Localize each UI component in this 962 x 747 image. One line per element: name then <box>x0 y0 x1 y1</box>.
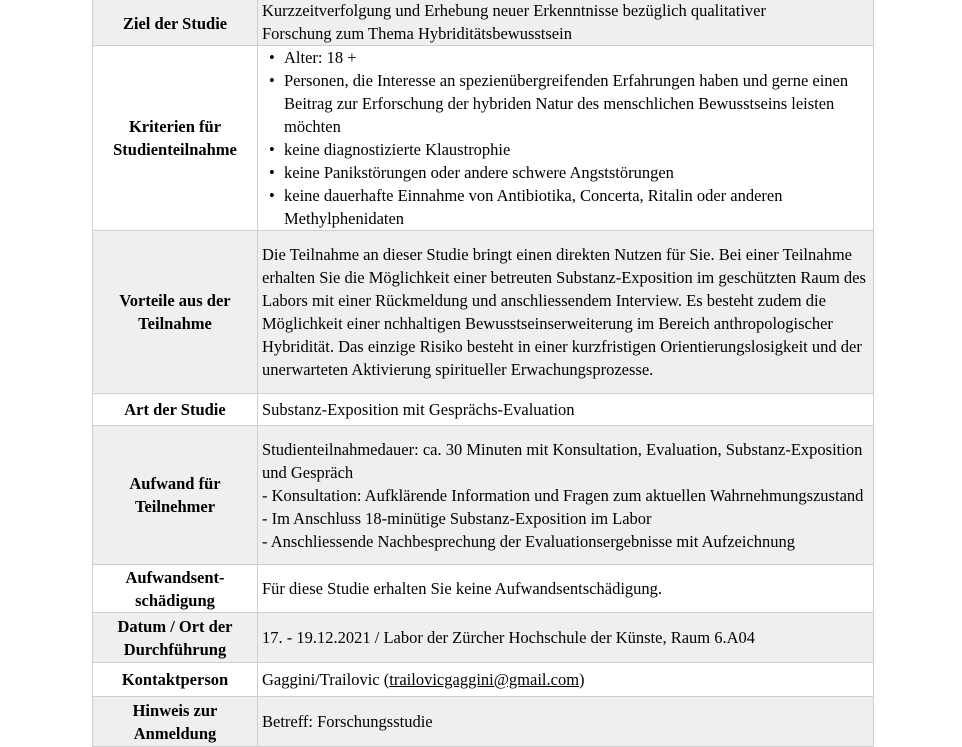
ziel-line-1: Kurzzeitverfolgung und Erhebung neuer Erkenntnisse bezüglich qualitativer <box>262 1 766 20</box>
label-art: Art der Studie <box>93 394 258 426</box>
study-info-table <box>92 0 874 747</box>
label-kontakt: Kontaktperson <box>93 663 258 697</box>
label-ziel: Ziel der Studie <box>93 0 258 46</box>
content-datum: 17. - 19.12.2021 / Labor der Zürcher Hochschule der Künste, Raum 6.A04 <box>258 613 874 663</box>
content-vorteile: Die Teilnahme an dieser Studie bringt einen direkten Nutzen für Sie. Bei einer Teilnahme erhalten Sie die Möglichkeit einer betreuten Substanz-Exposition im geschützten Raum des Labors mit einer Rückmeldung und anschliessendem Interview. Es besteht zudem die Möglichkeit einer nchhaltigen Bewusstseinserweiterung im Bereich anthropologischer Hybridität. Das einzige Risiko besteht in einer kurzfristigen Orientierungslosigkeit und der unerwarteten Aktivierung spiritueller Erwachungsprozesse. <box>258 231 874 394</box>
list-item: • keine Panikstörungen oder andere schwere Angststörungen <box>284 161 867 184</box>
kriterien-label-line-1: Kriterien für <box>128 117 222 136</box>
kriterien-label-line-2: Studienteilnahme <box>113 140 237 159</box>
list-item: • Alter: 18 + <box>284 46 867 69</box>
label-datum <box>93 613 258 663</box>
row-art <box>93 394 874 426</box>
aufwand-label-line-2: Teilnehmer <box>134 497 216 516</box>
row-aufwand <box>93 426 874 565</box>
datum-label-line-2: Durchführung <box>123 639 227 659</box>
aufwand-label-line-1: Aufwand für <box>129 474 221 493</box>
row-kriterien <box>93 46 874 231</box>
aufwand-line-1: Studienteilnahmedauer: ca. 30 Minuten mit Konsultation, Evaluation, Substanz-Exposition und Gespräch <box>262 439 863 482</box>
contact-name: Gaggini/Trailovic ( <box>262 670 390 689</box>
entschaedigung-label-line-1: Aufwandsent- <box>125 567 225 587</box>
entschaedigung-label-line-2: schädigung <box>135 590 215 610</box>
list-item: • Personen, die Interesse an spezienübergreifenden Erfahrungen haben und gerne einen Beitrag zur Erforschung der hybriden Natur des menschlichen Bewusstseins leisten möchten <box>284 69 867 138</box>
hinweis-label-line-1: Hinweis zur <box>132 700 218 720</box>
datum-label-line-1: Datum / Ort der <box>117 616 233 636</box>
row-vorteile <box>93 231 874 394</box>
row-ziel <box>93 0 874 46</box>
label-kriterien <box>93 46 258 231</box>
content-aufwand <box>258 426 874 565</box>
row-entschaedigung <box>93 565 874 613</box>
hinweis-label-line-2: Anmeldung <box>133 723 217 743</box>
label-hinweis <box>93 697 258 747</box>
vorteile-label-line-1: Vorteile aus der <box>119 291 231 310</box>
aufwand-line-4: - Anschliessende Nachbesprechung der Evaluationsergebnisse mit Aufzeichnung <box>262 531 796 551</box>
contact-email-link[interactable]: trailovicgaggini@gmail.com <box>389 670 580 689</box>
content-ziel <box>258 0 874 46</box>
label-entschaedigung <box>93 565 258 613</box>
row-hinweis <box>93 697 874 747</box>
aufwand-line-3: - Im Anschluss 18-minütige Substanz-Exposition im Labor <box>262 508 652 528</box>
row-datum <box>93 613 874 663</box>
row-kontakt <box>93 663 874 697</box>
list-item: • keine diagnostizierte Klaustrophie <box>284 138 867 161</box>
ziel-line-2: Forschung zum Thema Hybriditätsbewusstsein <box>262 24 572 43</box>
label-vorteile <box>93 231 258 394</box>
aufwand-line-2: - Konsultation: Aufklärende Information und Fragen zum aktuellen Wahrnehmungszustand <box>262 485 864 505</box>
content-hinweis: Betreff: Forschungsstudie <box>258 697 874 747</box>
vorteile-label-line-2: Teilnahme <box>138 314 212 333</box>
label-aufwand <box>93 426 258 565</box>
list-item: • keine dauerhafte Einnahme von Antibiotika, Concerta, Ritalin oder anderen Methylphenidaten <box>284 184 867 230</box>
criteria-list <box>268 46 867 230</box>
content-kriterien <box>258 46 874 231</box>
content-kontakt <box>258 663 874 697</box>
contact-close: ) <box>579 670 585 689</box>
content-entschaedigung: Für diese Studie erhalten Sie keine Aufwandsentschädigung. <box>258 565 874 613</box>
content-art: Substanz-Exposition mit Gesprächs-Evaluation <box>258 394 874 426</box>
